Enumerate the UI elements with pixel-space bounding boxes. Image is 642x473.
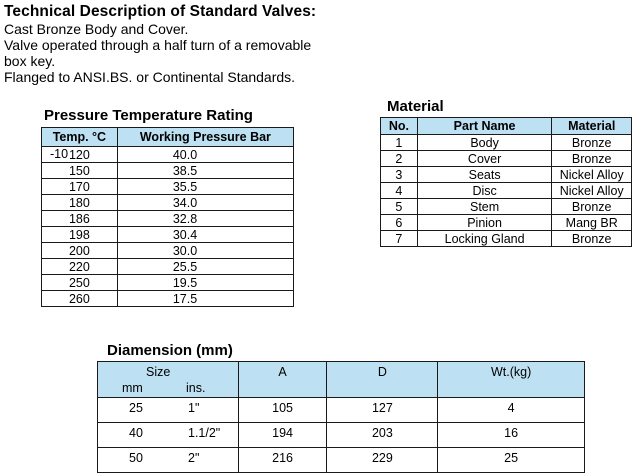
- dimension-table-title: Diamension (mm): [107, 342, 233, 359]
- part-name-cell: Body: [417, 135, 552, 151]
- table-header-row: [42, 128, 294, 147]
- temp-value: 180: [68, 195, 90, 210]
- table-row: [42, 291, 294, 307]
- pressure-cell: 40.0: [117, 147, 293, 163]
- table-row: [98, 398, 585, 423]
- description-line: box key.: [4, 53, 56, 69]
- description-line: Cast Bronze Body and Cover.: [4, 21, 189, 37]
- table-row: [381, 151, 632, 167]
- pressure-cell: 34.0: [117, 195, 293, 211]
- table-row: [381, 231, 632, 247]
- temp-header: Temp. °C: [42, 128, 118, 147]
- pressure-cell: 30.4: [117, 227, 293, 243]
- temp-value: 150: [68, 163, 90, 178]
- pressure-table-title: Pressure Temperature Rating: [44, 107, 253, 124]
- description-line: Flanged to ANSI.BS. or Continental Standards.: [4, 69, 296, 85]
- table-row: [381, 199, 632, 215]
- temp-cell: [42, 163, 118, 179]
- material-table-body: [381, 135, 632, 247]
- size-cell: [98, 423, 239, 448]
- table-row: [42, 179, 294, 195]
- mm-label: mm: [122, 381, 143, 395]
- temp-value: 200: [68, 243, 90, 258]
- material-cell: Bronze: [552, 199, 632, 215]
- table-row: [381, 135, 632, 151]
- wt-header-label: Wt.(kg): [490, 365, 532, 379]
- temp-value: 186: [68, 211, 90, 226]
- size-cell: [98, 448, 239, 473]
- dimension-table: [97, 361, 585, 473]
- size-mm-value: 25: [129, 401, 143, 415]
- temp-cell: [42, 227, 118, 243]
- pressure-header: Working Pressure Bar: [117, 128, 293, 147]
- material-cell: Bronze: [552, 231, 632, 247]
- size-values: [98, 401, 238, 419]
- size-values: [98, 451, 238, 469]
- table-row: [381, 215, 632, 231]
- material-cell: Nickel Alloy: [552, 183, 632, 199]
- a-header: [238, 362, 327, 398]
- table-row: [42, 275, 294, 291]
- no-cell: 2: [381, 151, 418, 167]
- temp-cell: [42, 275, 118, 291]
- no-cell: 7: [381, 231, 418, 247]
- technical-description-title: Technical Description of Standard Valves:: [4, 3, 317, 20]
- size-mm-value: 50: [129, 451, 143, 465]
- d-header: [327, 362, 438, 398]
- part-name-cell: Stem: [417, 199, 552, 215]
- wt-header: [438, 362, 585, 398]
- temp-value: 250: [68, 275, 90, 290]
- table-row: [381, 183, 632, 199]
- size-ins-value: 1.1/2": [188, 426, 221, 440]
- a-header-label: A: [278, 365, 287, 379]
- pressure-cell: 25.5: [117, 259, 293, 275]
- temp-cell: [42, 147, 118, 163]
- a-cell: 216: [238, 448, 327, 473]
- table-row: [42, 147, 294, 163]
- pressure-cell: 32.8: [117, 211, 293, 227]
- temp-cell: [42, 243, 118, 259]
- size-values: [98, 426, 238, 444]
- part-name-cell: Cover: [417, 151, 552, 167]
- weight-cell: 16: [438, 423, 585, 448]
- a-cell: 105: [238, 398, 327, 423]
- description-line: Valve operated through a half turn of a removable: [4, 37, 312, 53]
- material-table: [380, 117, 632, 247]
- temp-min-value: -10: [50, 147, 69, 161]
- part-name-cell: Disc: [417, 183, 552, 199]
- d-cell: 203: [327, 423, 438, 448]
- material-cell: Bronze: [552, 151, 632, 167]
- table-row: [42, 243, 294, 259]
- no-cell: 4: [381, 183, 418, 199]
- d-cell: 127: [327, 398, 438, 423]
- temp-cell: [42, 195, 118, 211]
- table-row: [42, 259, 294, 275]
- material-table-title: Material: [387, 98, 444, 115]
- pressure-cell: 35.5: [117, 179, 293, 195]
- ins-label: ins.: [186, 381, 206, 395]
- no-cell: 5: [381, 199, 418, 215]
- dimension-table-body: [98, 398, 585, 473]
- d-header-label: D: [377, 365, 387, 379]
- a-cell: 194: [238, 423, 327, 448]
- table-row: [42, 195, 294, 211]
- size-label: Size: [146, 365, 171, 379]
- temp-cell: [42, 179, 118, 195]
- pressure-cell: 19.5: [117, 275, 293, 291]
- material-cell: Nickel Alloy: [552, 167, 632, 183]
- pressure-cell: 30.0: [117, 243, 293, 259]
- weight-cell: 25: [438, 448, 585, 473]
- no-cell: 3: [381, 167, 418, 183]
- part-name-cell: Locking Gland: [417, 231, 552, 247]
- pressure-table-body: [42, 147, 294, 307]
- part-name-cell: Seats: [417, 167, 552, 183]
- temp-value: 120: [68, 147, 90, 162]
- material-header: Material: [552, 118, 632, 135]
- temp-value: 260: [68, 291, 90, 306]
- no-cell: 1: [381, 135, 418, 151]
- table-row: [381, 167, 632, 183]
- temp-value: 198: [68, 227, 90, 242]
- table-row: [42, 227, 294, 243]
- part-name-cell: Pinion: [417, 215, 552, 231]
- temp-value: 170: [68, 179, 90, 194]
- table-header-row: [381, 118, 632, 135]
- table-row: [42, 211, 294, 227]
- d-cell: 229: [327, 448, 438, 473]
- size-ins-value: 1": [188, 401, 200, 415]
- temp-cell: [42, 259, 118, 275]
- material-cell: Bronze: [552, 135, 632, 151]
- temp-value: 220: [68, 259, 90, 274]
- size-header: [98, 362, 239, 398]
- pressure-temperature-table: [41, 127, 294, 307]
- size-ins-value: 2": [188, 451, 200, 465]
- table-row: [98, 423, 585, 448]
- temp-cell: [42, 291, 118, 307]
- table-row: [98, 448, 585, 473]
- weight-cell: 4: [438, 398, 585, 423]
- size-cell: [98, 398, 239, 423]
- table-header-row: [98, 362, 585, 398]
- pressure-cell: 17.5: [117, 291, 293, 307]
- pressure-cell: 38.5: [117, 163, 293, 179]
- temp-cell: [42, 211, 118, 227]
- part-name-header: Part Name: [417, 118, 552, 135]
- table-row: [42, 163, 294, 179]
- technical-description-text: [4, 21, 344, 85]
- no-header: No.: [381, 118, 418, 135]
- material-cell: Mang BR: [552, 215, 632, 231]
- no-cell: 6: [381, 215, 418, 231]
- size-mm-value: 40: [129, 426, 143, 440]
